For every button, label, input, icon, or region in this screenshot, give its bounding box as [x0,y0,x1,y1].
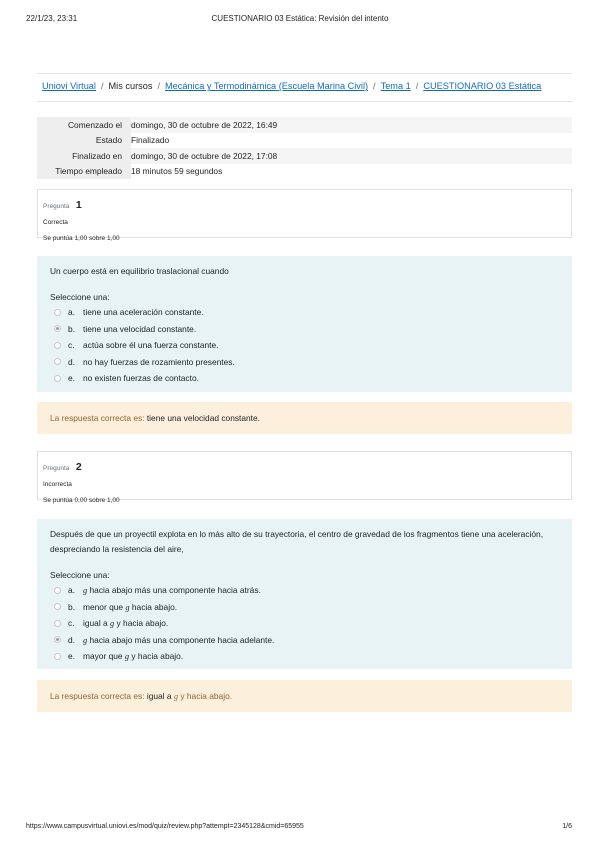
question-text: Después de que un proyectil explota en lo más alto de su trayectoria, el centro de gravedad de los fragmentos tiene una aceleración, despreciando la resistencia del aire, [50,529,544,554]
option-text-pre: menor que [83,601,126,612]
summary-value: domingo, 30 de octubre de 2022, 16:49 [131,117,572,133]
option-letter: a. [68,585,75,596]
feedback-answer: tiene una velocidad constante. [146,413,260,423]
breadcrumb-separator: / [157,81,160,91]
option-letter: b. [68,601,75,612]
option-text-post: y hacia abajo. [114,618,169,629]
print-page-number: 1/6 [562,823,572,830]
answer-options [50,304,572,387]
radio-button[interactable] [54,603,61,610]
answer-option-d[interactable] [50,354,572,371]
feedback-label: La respuesta correcta es: [50,691,145,701]
attempt-summary-table [37,117,572,179]
option-text [83,618,168,628]
option-text-post: hacia abajo. [129,601,178,612]
option-letter: e. [68,373,75,384]
option-text-post: hacia abajo más una componente hacia adelante. [87,634,275,645]
answer-option-a[interactable] [50,582,572,599]
answer-option-c[interactable] [50,337,572,354]
print-timestamp: 22/1/23, 23:31 [26,14,78,23]
question-label: Pregunta [43,465,70,472]
option-text [83,635,274,645]
answer-option-e[interactable] [50,648,572,665]
breadcrumb-mis-cursos: Mis cursos [108,81,153,91]
summary-row-finished [37,148,572,164]
breadcrumb-tema[interactable]: Tema 1 [380,81,411,91]
option-symbol-g: g [124,652,130,662]
summary-key: Tiempo empleado [37,164,131,180]
option-letter: a. [68,307,75,318]
option-text: tiene una velocidad constante. [83,323,197,334]
breadcrumb-course[interactable]: Mecánica y Termodinámica (Escuela Marina Civil) [165,81,369,91]
answer-option-c[interactable] [50,615,572,632]
option-symbol-g: g [110,619,115,629]
question-1-info [37,189,572,242]
summary-row-started [37,117,572,133]
question-2-content [37,519,572,669]
option-text: tiene una aceleración constante. [83,307,204,318]
option-symbol-g: g [83,586,88,596]
question-prompt: Seleccione una: [50,292,110,302]
print-header [0,14,600,26]
answer-option-b[interactable] [50,599,572,616]
question-text: Un cuerpo está en equilibrio traslacional cuando [50,266,229,276]
option-text [83,602,177,612]
feedback-label: La respuesta correcta es: [50,413,145,423]
breadcrumb [37,73,572,102]
option-text [83,651,183,661]
breadcrumb-separator: / [415,81,419,91]
option-letter: c. [68,618,75,629]
summary-key: Estado [37,133,131,149]
summary-value: domingo, 30 de octubre de 2022, 17:08 [131,148,572,164]
feedback-answer-pre: igual a [146,691,174,701]
question-prompt: Seleccione una: [50,570,110,580]
summary-key: Finalizado en [37,148,131,164]
question-1-feedback [37,402,572,434]
question-state: Incorrecta [43,481,72,488]
option-text-pre: igual a [83,618,111,629]
question-grade: Se puntúa 0,00 sobre 1,00 [43,497,120,504]
option-letter: b. [68,323,75,334]
summary-row-state [37,133,572,149]
answer-option-d[interactable] [50,632,572,649]
feedback-answer-post: y hacia abajo. [178,691,233,701]
question-number: 2 [75,461,82,473]
question-1-content [37,256,572,392]
question-2-info [37,451,572,504]
option-text-post: y hacia abajo. [129,651,184,662]
radio-button[interactable] [54,375,61,382]
summary-key: Comenzado el [37,117,131,133]
option-text [83,585,261,595]
option-symbol-g: g [83,635,88,645]
summary-value: 18 minutos 59 segundos [131,164,572,180]
print-url: https://www.campusvirtual.uniovi.es/mod/quiz/review.php?attempt=2345128&cmid=65955 [26,823,304,830]
summary-value: Finalizado [131,133,572,149]
breadcrumb-separator: / [100,81,104,91]
answer-option-e[interactable] [50,370,572,387]
answer-options [50,582,572,665]
answer-option-b[interactable] [50,321,572,338]
answer-option-a[interactable] [50,304,572,321]
option-letter: e. [68,651,75,662]
option-text: no existen fuerzas de contacto. [83,373,199,384]
feedback-symbol-g: g [173,692,179,701]
question-2-feedback [37,680,572,712]
option-text-post: hacia abajo más una componente hacia atrás. [87,585,261,596]
feedback-answer [147,691,232,701]
radio-button[interactable] [54,587,61,594]
option-letter: c. [68,340,75,351]
option-text: actúa sobre él una fuerza constante. [83,340,219,351]
radio-button[interactable] [54,342,61,349]
radio-button-selected[interactable] [54,636,61,643]
radio-button[interactable] [54,620,61,627]
question-label: Pregunta [43,203,70,210]
option-text-pre: mayor que [83,651,125,662]
option-text: no hay fuerzas de rozamiento presentes. [83,356,235,367]
option-letter: d. [68,356,75,367]
radio-button-selected[interactable] [54,325,61,332]
option-letter: d. [68,634,75,645]
summary-row-time [37,164,572,180]
print-title: CUESTIONARIO 03 Estática: Revisión del intento [211,14,389,23]
question-number: 1 [75,199,82,211]
radio-button[interactable] [54,653,61,660]
breadcrumb-quiz[interactable]: CUESTIONARIO 03 Estática [423,81,542,91]
breadcrumb-separator: / [373,81,376,91]
print-footer [0,823,600,835]
question-state: Correcta [43,219,68,226]
option-symbol-g: g [125,602,130,612]
breadcrumb-uniovi-virtual[interactable]: Uniovi Virtual [42,81,96,91]
question-grade: Se puntúa 1,00 sobre 1,00 [43,235,120,242]
radio-button[interactable] [54,358,61,365]
radio-button[interactable] [54,309,61,316]
